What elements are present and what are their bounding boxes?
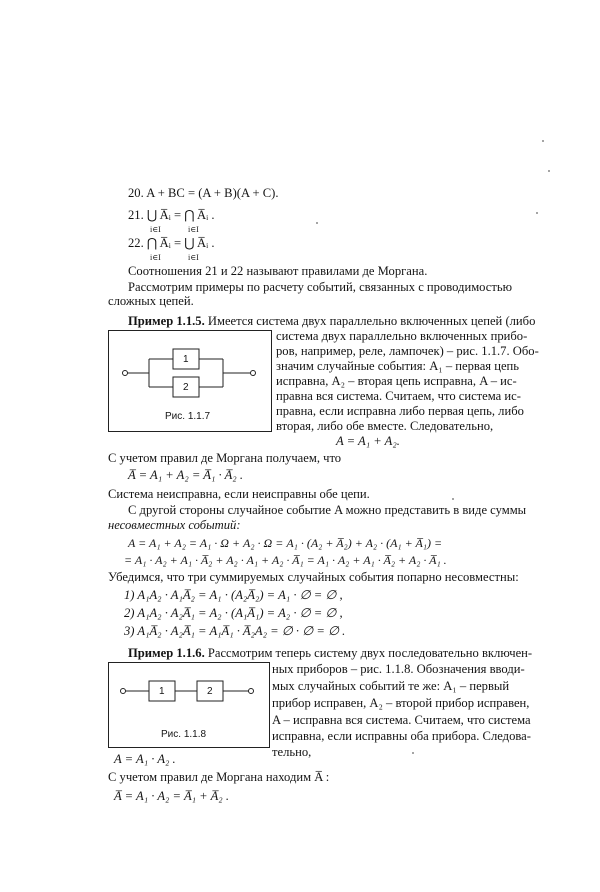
scan-speck — [316, 222, 318, 224]
formula-22: 22. ⋂ A̅ᵢ = ⋃ A̅ᵢ . — [128, 236, 215, 250]
scan-speck — [542, 140, 544, 142]
example-1-1-5-line-5: исправна, A₂ – вторая цепь исправна, A – ис- — [276, 374, 517, 388]
example-1-1-6-line-2: ных приборов – рис. 1.1.8. Обозначения вводи- — [272, 662, 525, 676]
figure-1-1-8-box-1-label: 1 — [159, 686, 165, 697]
figure-1-1-7-caption: Рис. 1.1.7 — [165, 411, 211, 422]
demorgan-sentence: Соотношения 21 и 22 называют правилами де Моргана. — [128, 264, 428, 278]
example-1-1-5-demorgan: С учетом правил де Моргана получаем, что — [108, 451, 342, 465]
formula-22-index-right: i∈I — [188, 253, 199, 262]
scan-speck — [412, 752, 414, 754]
example-1-1-5-sum-line-1: A = A₁ + A₂ = A₁ · Ω + A₂ · Ω = A₁ · (A₂ + A̅₂) + A₂ · (A₁ + A̅₁) = — [128, 536, 443, 550]
example-1-1-6-equation: A = A₁ · A₂ . — [114, 752, 176, 766]
example-1-1-6-line-7: тельно, — [272, 745, 312, 759]
example-1-1-5-title: Пример 1.1.5. — [128, 314, 205, 328]
example-1-1-6-line-3: мых случайных событий те же: A₁ – первый — [272, 679, 510, 693]
example-1-1-5-pair-2: 2) A₁A₂ · A₂A̅₁ = A₂ · (A₁A̅₁) = A₂ · ∅ = ∅ , — [124, 606, 343, 620]
intro-line-1: Рассмотрим примеры по расчету событий, связанных с проводимостью — [128, 280, 513, 294]
scan-speck — [548, 170, 550, 172]
example-1-1-5-heading — [128, 314, 535, 329]
formula-21-index-left: i∈I — [150, 225, 161, 234]
example-1-1-5-line-8: вторая, либо обе вместе. Следовательно, — [276, 419, 494, 433]
example-1-1-5-other-side-2: несовместных событий: — [108, 518, 241, 532]
formula-21: 21. ⋃ A̅ᵢ = ⋂ A̅ᵢ . — [128, 208, 215, 222]
example-1-1-6-line-1: Рассмотрим теперь систему двух последовательно включен- — [207, 646, 533, 660]
example-1-1-6-title: Пример 1.1.6. — [128, 646, 205, 660]
scan-speck — [536, 212, 538, 214]
example-1-1-5-pair-1: 1) A₁A₂ · A₁A̅₂ = A₁ · (A₂A̅₂) = A₁ · ∅ = ∅ , — [124, 588, 343, 602]
example-1-1-6-line-4: прибор исправен, A₂ – второй прибор исправен, — [272, 696, 530, 710]
example-1-1-5-check: Убедимся, что три суммируемых случайных события попарно несовместны: — [108, 570, 519, 584]
figure-1-1-7 — [108, 330, 272, 432]
example-1-1-5-pair-3: 3) A₁A̅₂ · A₂A̅₁ = A₁A̅₁ · A̅₂A₂ = ∅ · ∅ = ∅ . — [124, 624, 346, 638]
figure-1-1-7-box-2-label: 2 — [183, 382, 189, 393]
example-1-1-5-line-2: система двух параллельно включенных прибо- — [276, 329, 528, 343]
figure-1-1-8-caption: Рис. 1.1.8 — [161, 729, 207, 740]
example-1-1-6-heading — [128, 646, 532, 661]
formula-21-index-right: i∈I — [188, 225, 199, 234]
example-1-1-5-line-6: правна вся система. Считаем, что система ис- — [276, 389, 521, 403]
example-1-1-6-demorgan: С учетом правил де Моргана находим A̅ : — [108, 770, 330, 784]
scan-speck — [452, 498, 454, 500]
example-1-1-5-line-1: Имеется система двух параллельно включенных цепей (либо — [207, 314, 536, 328]
example-1-1-5-line-7: правна, если исправна либо первая цепь, либо — [276, 404, 524, 418]
formula-20: 20. A + BC = (A + B)(A + C). — [128, 186, 279, 200]
example-1-1-5-line-3: ров, например, реле, лампочек) – рис. 1.1.7. Обо- — [276, 344, 539, 358]
example-1-1-5-sum-line-2: = A₁ · A₂ + A₁ · A̅₂ + A₂ · A₁ + A₂ · A̅₁ = A₁ · A₂ + A₁ · A̅₂ + A₂ · A̅₁ . — [124, 553, 447, 567]
example-1-1-5-failure-statement: Система неисправна, если неисправны обе цепи. — [108, 487, 370, 501]
example-1-1-6-negation: A̅ = A₁ · A₂ = A̅₁ + A̅₂ . — [114, 789, 229, 803]
figure-1-1-8 — [108, 662, 270, 748]
figure-1-1-7-box-1-label: 1 — [183, 354, 189, 365]
example-1-1-5-other-side-1: С другой стороны случайное событие A можно представить в виде суммы — [128, 503, 527, 517]
intro-line-2: сложных цепей. — [108, 294, 194, 308]
example-1-1-5-line-4: значим случайные события: A₁ – первая цепь — [276, 359, 520, 373]
example-1-1-6-line-6: исправна, если исправны оба прибора. Следова- — [272, 729, 531, 743]
example-1-1-6-line-5: A – исправна вся система. Считаем, что система — [272, 713, 531, 727]
formula-22-index-left: i∈I — [150, 253, 161, 262]
figure-1-1-8-box-2-label: 2 — [207, 686, 213, 697]
example-1-1-5-equation: A = A₁ + A₂. — [336, 434, 400, 448]
example-1-1-5-negation: A̅ = A₁ + A₂ = A̅₁ · A̅₂ . — [128, 468, 243, 482]
